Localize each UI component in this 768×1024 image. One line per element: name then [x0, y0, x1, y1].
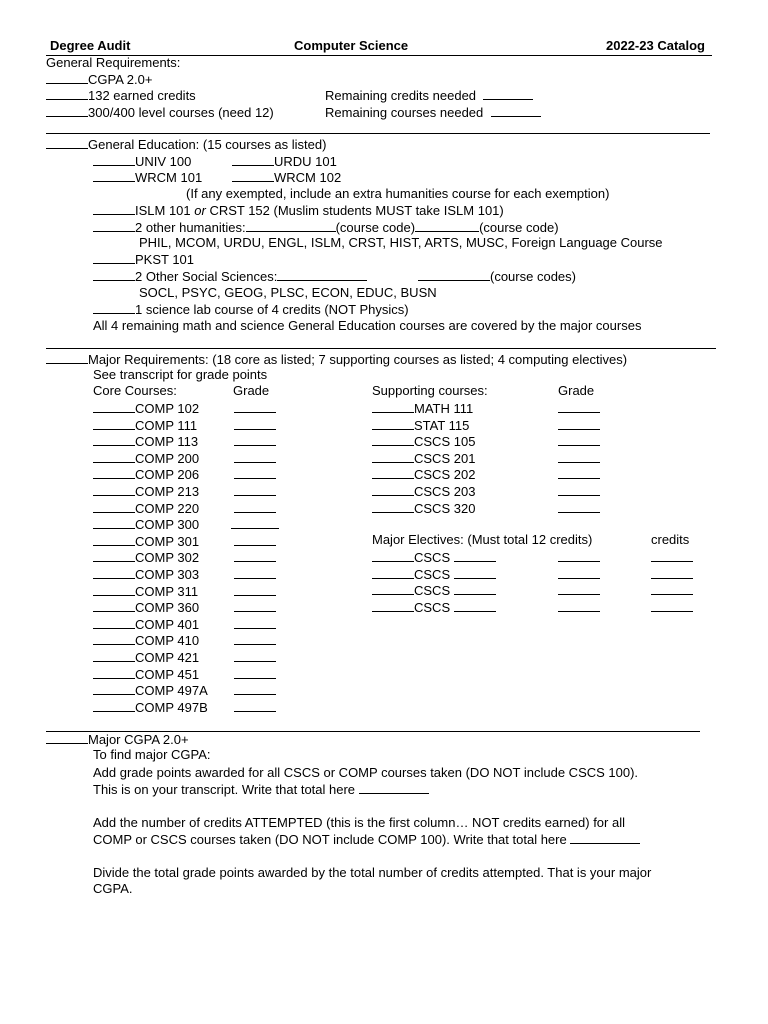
elective-label: CSCS [414, 599, 451, 615]
supporting-course-row [372, 400, 473, 417]
major-transcript-note: See transcript for grade points [93, 367, 268, 382]
section-rule-2 [46, 348, 716, 349]
core-grade-blank [231, 516, 279, 533]
gened-humanities: 2 other humanities: (course code) (course code) [93, 219, 559, 236]
supporting-course-row [372, 450, 475, 467]
gened-exempt-note: (If any exempted, include an extra humanities course for each exemption) [186, 186, 610, 201]
gened-social-list: SOCL, PSYC, GEOG, PLSC, ECON, EDUC, BUSN [139, 285, 437, 300]
core-course-row [93, 649, 199, 666]
supporting-header: Supporting courses: [372, 383, 488, 398]
supporting-course-label: CSCS 203 [414, 484, 476, 499]
gened-lab: 1 science lab course of 4 credits (NOT Physics) [93, 301, 409, 318]
core-course-row [93, 583, 198, 600]
core-grade-blank [234, 533, 276, 550]
general-courses-needed: Remaining courses needed [325, 104, 541, 121]
elective-row [372, 549, 496, 566]
elective-credits-blank [651, 582, 693, 599]
core-header: Core Courses: [93, 383, 177, 398]
core-grade-blank [234, 599, 276, 616]
core-grade-blank [234, 616, 276, 633]
general-credits-needed: Remaining credits needed [325, 87, 533, 104]
core-course-row [93, 500, 199, 517]
supporting-grade-blank [558, 466, 600, 483]
general-credits: 132 earned credits [46, 87, 196, 104]
core-course-label: COMP 113 [135, 434, 199, 450]
cgpa-p1-line1: Add grade points awarded for all CSCS or COMP courses taken (DO NOT include CSCS 100). [93, 765, 639, 780]
core-course-row [93, 699, 208, 716]
supporting-course-row [372, 433, 475, 450]
core-course-label: COMP 451 [135, 666, 200, 682]
section-rule-1 [46, 133, 710, 134]
core-course-label: COMP 410 [135, 633, 200, 649]
core-course-label: COMP 301 [135, 533, 200, 549]
core-course-label: COMP 206 [135, 467, 200, 483]
gened-urdu: URDU 101 [232, 153, 337, 170]
core-grade-header: Grade [233, 383, 270, 398]
cgpa-p1-line2: This is on your transcript. Write that total here [93, 781, 429, 798]
core-grade-blank [234, 566, 276, 583]
core-grade-blank [234, 666, 276, 683]
major-title: Major Requirements: (18 core as listed; 7 supporting courses as listed; 4 computing electives) [46, 351, 627, 368]
core-course-label: COMP 220 [135, 500, 200, 516]
core-course-row [93, 599, 199, 616]
cgpa-p2-line1: Add the number of credits ATTEMPTED (this is the first column… NOT credits earned) for all [93, 815, 625, 830]
gened-humanities-list: PHIL, MCOM, URDU, ENGL, ISLM, CRST, HIST, ARTS, MUSC, Foreign Language Course [139, 235, 663, 250]
elective-grade-blank [558, 549, 600, 566]
elective-label: CSCS [414, 566, 451, 582]
core-course-row [93, 466, 199, 483]
elective-row [372, 582, 496, 599]
core-course-label: COMP 200 [135, 450, 200, 466]
supporting-course-label: CSCS 105 [414, 434, 476, 450]
supporting-course-row [372, 417, 469, 434]
core-course-label: COMP 300 [135, 517, 200, 533]
core-course-label: COMP 213 [135, 484, 200, 499]
supporting-course-label: MATH 111 [414, 401, 474, 416]
core-course-label: COMP 360 [135, 600, 200, 616]
core-course-label: COMP 111 [135, 417, 198, 433]
gened-univ: UNIV 100 [93, 153, 191, 170]
supporting-grade-blank [558, 500, 600, 517]
supporting-course-label: STAT 115 [414, 417, 470, 433]
general-title: General Requirements: [46, 55, 181, 70]
supporting-course-row [372, 483, 475, 500]
gened-math-note: All 4 remaining math and science General Education courses are covered by the major courses [93, 318, 642, 333]
elective-row [372, 566, 496, 583]
supporting-grade-blank [558, 433, 600, 450]
elective-label: CSCS [414, 550, 451, 565]
supporting-grade-header: Grade [558, 383, 595, 398]
core-course-row [93, 516, 199, 533]
core-course-row [93, 417, 197, 434]
gened-islm: ISLM 101 or CRST 152 (Muslim students MUST take ISLM 101) [93, 202, 504, 219]
general-cgpa: CGPA 2.0+ [46, 71, 152, 88]
core-grade-blank [234, 583, 276, 600]
gened-pkst: PKST 101 [93, 251, 194, 268]
elective-label: CSCS [414, 583, 451, 599]
elective-grade-blank [558, 566, 600, 583]
supporting-grade-blank [558, 483, 600, 500]
elective-credits-blank [651, 549, 693, 566]
elective-grade-blank [558, 599, 600, 616]
core-course-row [93, 533, 199, 550]
cgpa-title: Major CGPA 2.0+ [46, 731, 189, 748]
elective-row [372, 599, 496, 616]
general-level: 300/400 level courses (need 12) [46, 104, 274, 121]
core-course-label: COMP 102 [135, 401, 200, 416]
header-center: Computer Science [294, 38, 409, 53]
core-course-row [93, 450, 199, 467]
core-grade-blank [234, 417, 276, 434]
core-grade-blank [234, 450, 276, 467]
gened-title: General Education: (15 courses as listed) [46, 136, 326, 153]
core-grade-blank [234, 699, 276, 716]
core-course-row [93, 400, 199, 417]
gened-wrcm102: WRCM 102 [232, 169, 341, 186]
cgpa-find: To find major CGPA: [93, 747, 211, 762]
core-course-row [93, 566, 199, 583]
core-course-label: COMP 302 [135, 550, 200, 566]
supporting-grade-blank [558, 400, 600, 417]
elective-grade-blank [558, 582, 600, 599]
core-grade-blank [234, 500, 276, 517]
core-course-row [93, 616, 199, 633]
gened-social: 2 Other Social Sciences: [93, 268, 367, 285]
supporting-grade-blank [558, 417, 600, 434]
elective-credits-blank [651, 599, 693, 616]
core-course-label: COMP 303 [135, 567, 200, 582]
electives-credits-header: credits [651, 532, 690, 547]
core-course-row [93, 666, 199, 683]
gened-wrcm101: WRCM 101 [93, 169, 202, 186]
supporting-course-row [372, 500, 475, 517]
core-grade-blank [234, 682, 276, 699]
elective-credits-blank [651, 566, 693, 583]
electives-header: Major Electives: (Must total 12 credits) [372, 532, 593, 547]
core-grade-blank [234, 466, 276, 483]
core-grade-blank [234, 400, 276, 417]
core-course-row [93, 632, 199, 649]
core-grade-blank [234, 483, 276, 500]
core-course-label: COMP 401 [135, 616, 200, 632]
header-left: Degree Audit [50, 38, 131, 53]
core-course-row [93, 433, 198, 450]
core-course-label: COMP 497A [135, 683, 208, 699]
gened-social-codes: (course codes) [418, 268, 576, 285]
core-course-row [93, 483, 199, 500]
supporting-course-label: CSCS 320 [414, 500, 476, 516]
core-grade-blank [234, 433, 276, 450]
core-course-label: COMP 421 [135, 650, 200, 665]
supporting-course-label: CSCS 201 [414, 450, 476, 466]
supporting-course-row [372, 466, 475, 483]
cgpa-p2-line2: COMP or CSCS courses taken (DO NOT include COMP 100). Write that total here [93, 831, 640, 848]
supporting-grade-blank [558, 450, 600, 467]
core-course-label: COMP 497B [135, 699, 208, 715]
supporting-course-label: CSCS 202 [414, 467, 476, 483]
core-course-label: COMP 311 [135, 583, 199, 599]
core-grade-blank [234, 632, 276, 649]
core-grade-blank [234, 649, 276, 666]
core-grade-blank [234, 549, 276, 566]
header-right: 2022-23 Catalog [606, 38, 705, 53]
core-course-row [93, 682, 208, 699]
cgpa-p3-line1: Divide the total grade points awarded by the total number of credits attempted. That is your major [93, 865, 652, 880]
core-course-row [93, 549, 199, 566]
cgpa-p3-line2: CGPA. [93, 881, 133, 896]
